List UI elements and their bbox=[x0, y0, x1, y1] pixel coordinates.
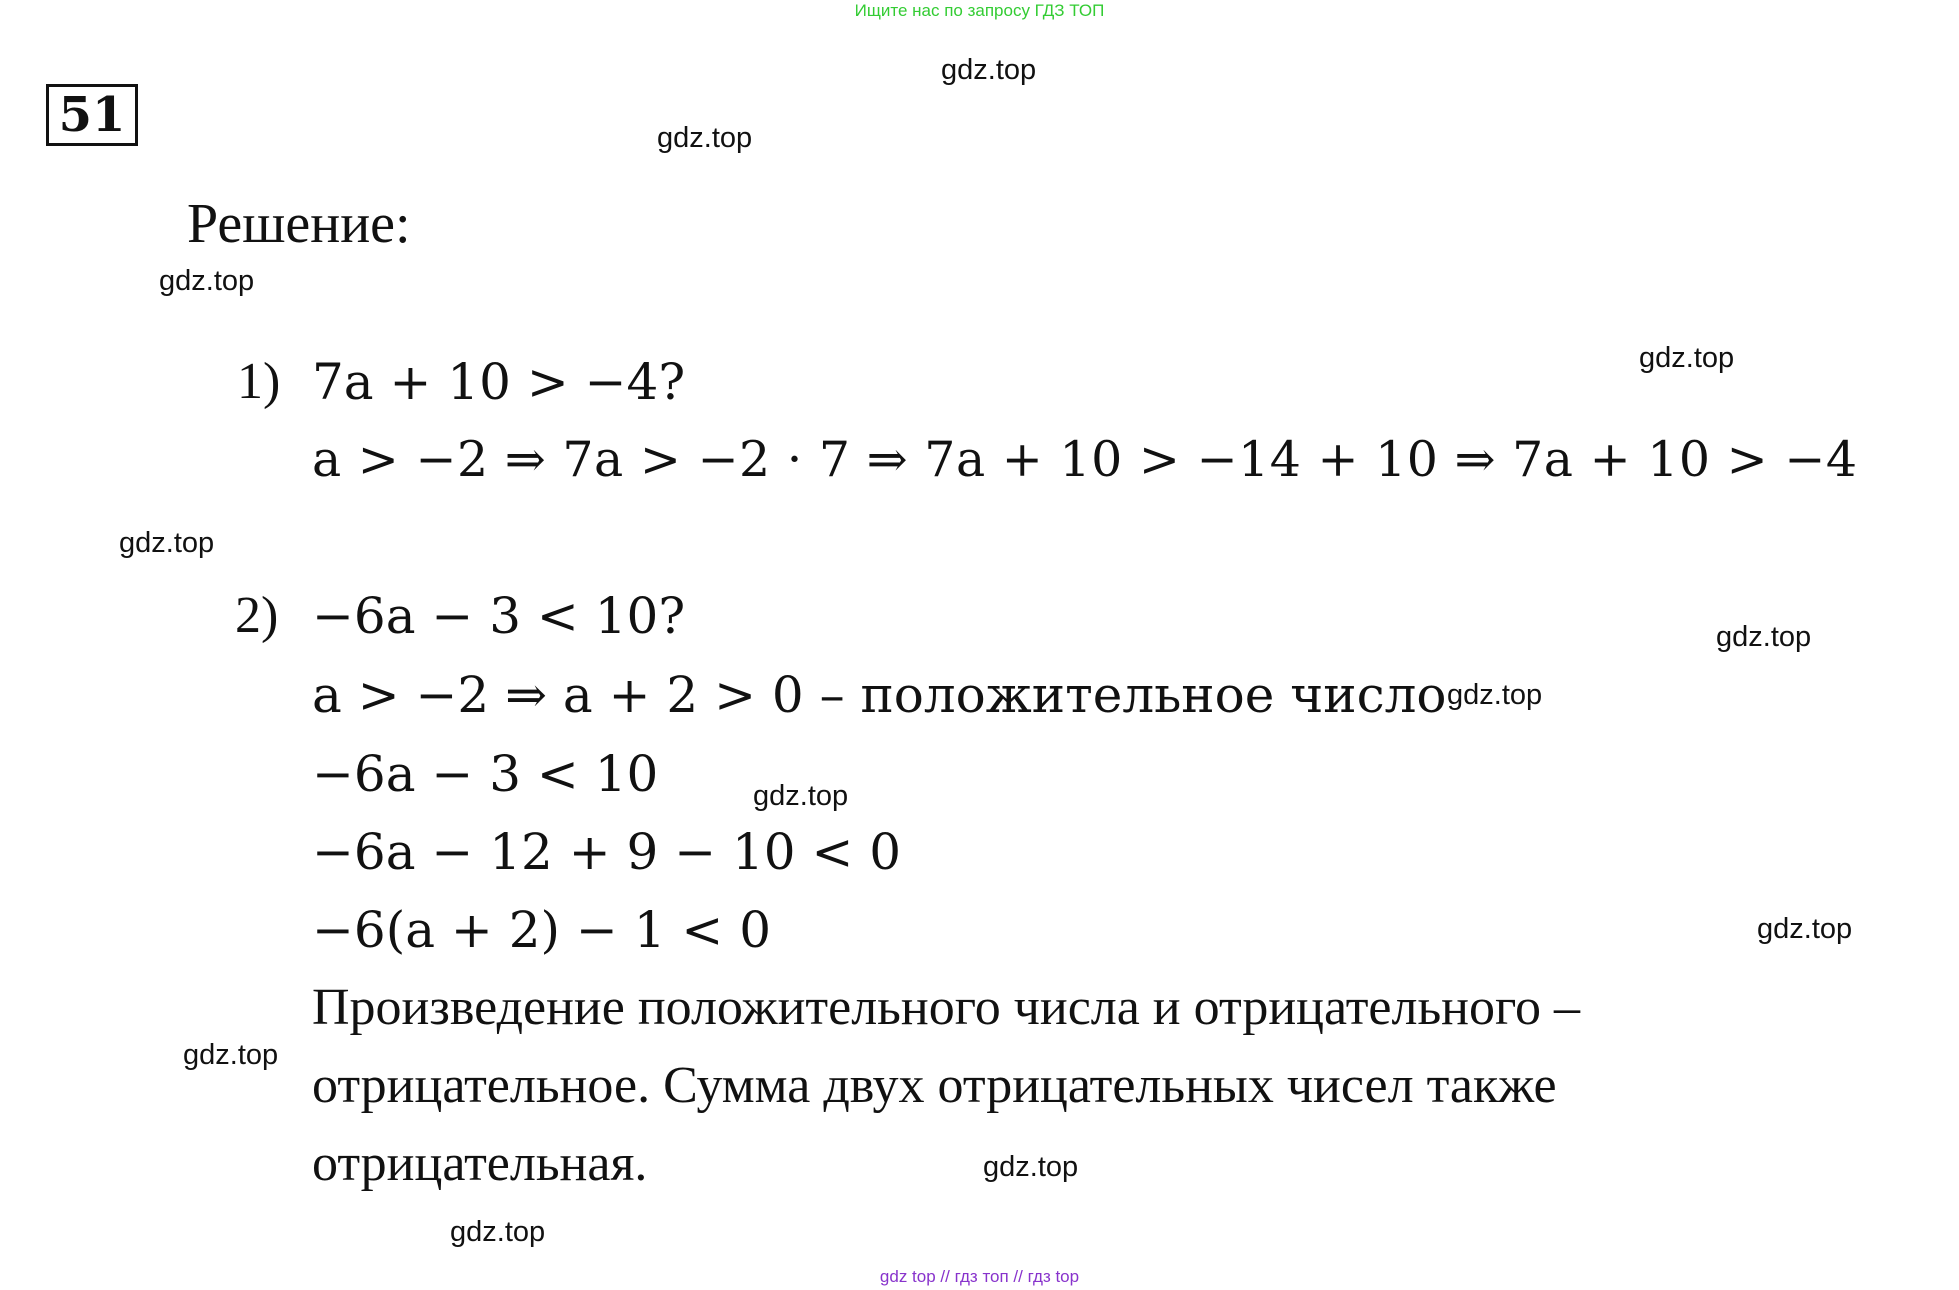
part1-derivation: a > −2 ⇒ 7a > −2 · 7 ⇒ 7a + 10 > −14 + 10 ⇒ 7a + 10 > −4 bbox=[312, 431, 1858, 488]
problem-number: 51 bbox=[46, 84, 138, 146]
watermark: gdz.top bbox=[1716, 621, 1812, 653]
watermark: gdz.top bbox=[450, 1216, 546, 1248]
explanation-line-2: отрицательное. Сумма двух отрицательных чисел также bbox=[312, 1057, 1557, 1114]
explanation-line-1: Произведение положительного числа и отрицательного – bbox=[312, 979, 1581, 1036]
watermark: gdz.top bbox=[1757, 913, 1853, 945]
watermark: gdz.top bbox=[159, 265, 255, 297]
solution-heading: Решение: bbox=[187, 193, 411, 255]
part2-line-1: a > −2 ⇒ a + 2 > 0 – положительное число bbox=[312, 666, 1447, 724]
part2-line-2: −6a − 3 < 10 bbox=[312, 745, 659, 803]
top-banner: Ищите нас по запросу ГДЗ ТОП bbox=[854, 1, 1105, 20]
part2-line-4: −6(a + 2) − 1 < 0 bbox=[312, 901, 772, 959]
watermark: gdz.top bbox=[657, 122, 753, 154]
watermark: gdz.top bbox=[119, 527, 215, 559]
watermark: gdz.top bbox=[753, 780, 849, 812]
watermark: gdz.top bbox=[183, 1039, 279, 1071]
part2-line-3: −6a − 12 + 9 − 10 < 0 bbox=[312, 823, 902, 881]
watermark: gdz.top bbox=[1447, 679, 1543, 711]
footer: gdz top // гдз топ // гдз top bbox=[879, 1267, 1080, 1286]
watermark: gdz.top bbox=[983, 1151, 1079, 1183]
part1-number: 1) bbox=[237, 353, 281, 410]
explanation-line-3: отрицательная. bbox=[312, 1135, 648, 1192]
part2-number: 2) bbox=[235, 587, 279, 644]
part1-question: 7a + 10 > −4? bbox=[312, 353, 686, 411]
part2-question: −6a − 3 < 10? bbox=[312, 587, 686, 645]
watermark: gdz.top bbox=[941, 54, 1037, 86]
watermark: gdz.top bbox=[1639, 342, 1735, 374]
